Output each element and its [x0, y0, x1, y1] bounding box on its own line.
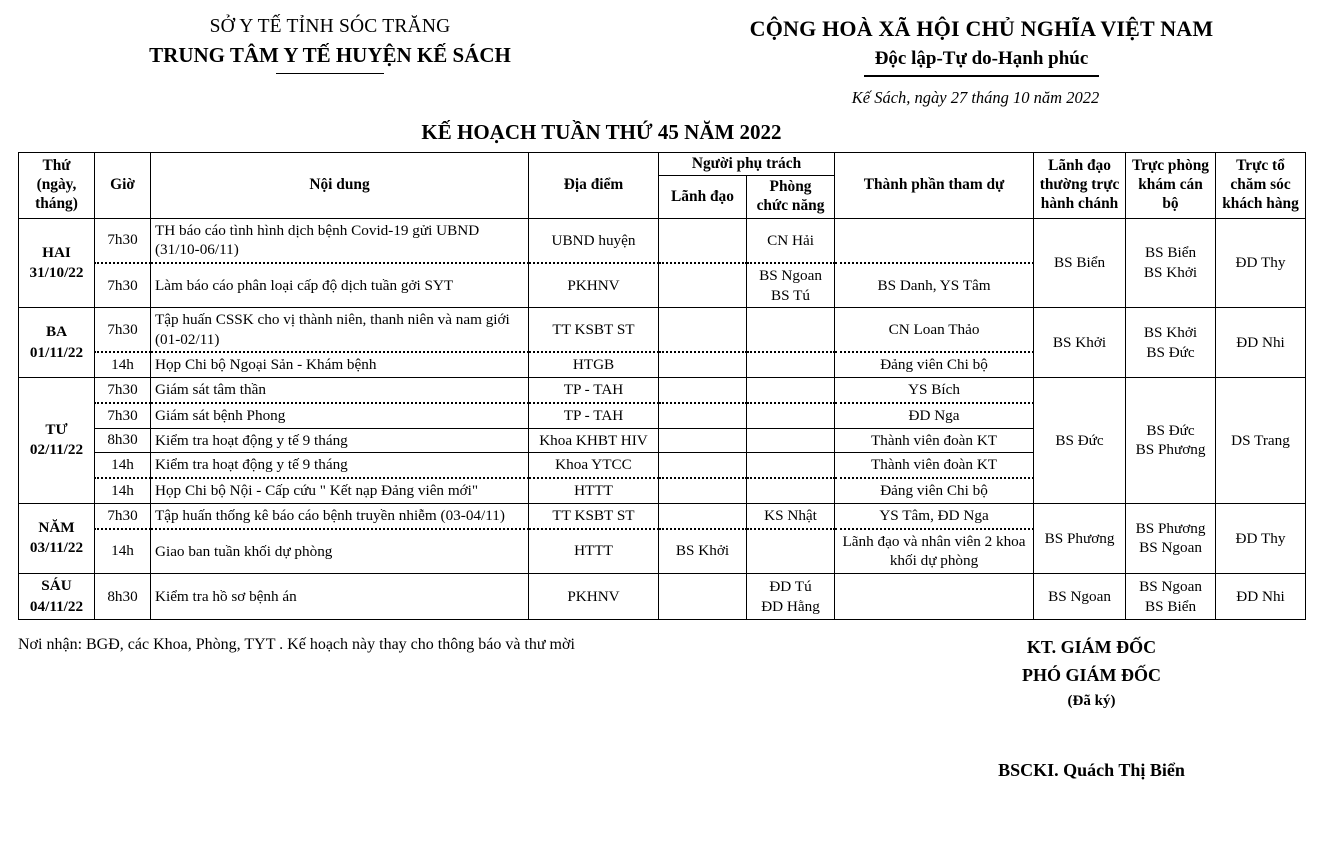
incharge-department-cell — [747, 453, 835, 478]
admin-duty-cell: BS Phương — [1034, 503, 1126, 573]
clinic-duty-cell — [1126, 574, 1216, 620]
col-header-clinic-line2: khám cán bộ — [1138, 175, 1203, 212]
incharge-leader-cell — [659, 503, 747, 528]
recipients-note: Nơi nhận: BGĐ, các Khoa, Phòng, TYT . Kế hoạch này thay cho thông báo và thư mời — [18, 636, 575, 654]
clinic-duty-line: BS Ngoan — [1139, 577, 1202, 595]
place-cell: TP - TAH — [529, 403, 659, 428]
issue-date: Kế Sách, ngày 27 tháng 10 năm 2022 — [851, 87, 1100, 107]
col-header-dept-line2: chức năng — [756, 197, 825, 215]
content-cell: Kiểm tra hoạt động y tế 9 tháng — [151, 453, 529, 478]
incharge-department-cell — [747, 403, 835, 428]
col-header-day — [19, 152, 95, 218]
incharge-leader-cell — [659, 428, 747, 453]
incharge-department-cell — [747, 529, 835, 574]
place-cell: TT KSBT ST — [529, 503, 659, 528]
day-cell — [19, 574, 95, 620]
document-header — [0, 0, 1323, 108]
table-row — [19, 574, 1306, 620]
day-cell — [19, 378, 95, 504]
place-cell: HTTT — [529, 478, 659, 503]
content-cell: Kiểm tra hoạt động y tế 9 tháng — [151, 428, 529, 453]
admin-duty-cell: BS Khởi — [1034, 308, 1126, 378]
attendees-cell: Lãnh đạo và nhân viên 2 khoa khối dự phòng — [835, 529, 1034, 574]
col-header-admin-duty-leader — [1034, 152, 1126, 218]
dept-line: BS Ngoan — [759, 266, 822, 284]
col-header-day-line1: Thứ — [42, 157, 71, 175]
time-cell: 7h30 — [95, 263, 151, 308]
place-cell: PKHNV — [529, 574, 659, 620]
attendees-cell: YS Bích — [835, 378, 1034, 403]
incharge-leader-cell — [659, 263, 747, 308]
col-header-care-line2: chăm sóc — [1230, 175, 1291, 193]
customer-care-duty-cell: DS Trang — [1216, 378, 1306, 504]
clinic-duty-line: BS Đức — [1146, 343, 1195, 361]
day-cell — [19, 503, 95, 573]
day-date: 04/11/22 — [29, 597, 84, 615]
attendees-cell: CN Loan Thảo — [835, 308, 1034, 352]
day-cell — [19, 219, 95, 308]
clinic-duty-cell — [1126, 308, 1216, 378]
signed-note: (Đã ký) — [1067, 692, 1116, 709]
col-header-day-line2: (ngày, — [36, 175, 77, 193]
attendees-cell: Thành viên đoàn KT — [835, 453, 1034, 478]
content-cell: Kiểm tra hồ sơ bệnh án — [151, 574, 529, 620]
customer-care-duty-cell: ĐD Nhi — [1216, 308, 1306, 378]
content-cell: Tập huấn thống kê báo cáo bệnh truyền nhiễm (03-04/11) — [151, 503, 529, 528]
col-header-incharge-leader: Lãnh đạo — [659, 176, 747, 219]
col-header-time: Giờ — [95, 152, 151, 218]
place-cell: UBND huyện — [529, 219, 659, 263]
place-cell: TT KSBT ST — [529, 308, 659, 352]
col-header-duty-line1: Lãnh đạo — [1048, 157, 1111, 175]
time-cell: 14h — [95, 453, 151, 478]
table-head — [19, 152, 1306, 218]
incharge-leader-cell: BS Khởi — [659, 529, 747, 574]
time-cell: 7h30 — [95, 219, 151, 263]
attendees-cell: Thành viên đoàn KT — [835, 428, 1034, 453]
table-row — [19, 308, 1306, 352]
table-row — [19, 503, 1306, 528]
col-header-incharge-department — [747, 176, 835, 219]
attendees-cell: YS Tâm, ĐD Nga — [835, 503, 1034, 528]
time-cell: 14h — [95, 478, 151, 503]
motto-underline-rule — [864, 75, 1099, 77]
clinic-duty-line: BS Khởi — [1143, 264, 1198, 282]
col-header-attendees: Thành phần tham dự — [835, 152, 1034, 218]
col-header-person-in-charge: Người phụ trách — [659, 152, 835, 176]
customer-care-duty-cell: ĐD Nhi — [1216, 574, 1306, 620]
time-cell: 8h30 — [95, 428, 151, 453]
national-heading — [640, 14, 1323, 108]
day-date: 03/11/22 — [29, 539, 84, 557]
header-row-1 — [19, 152, 1306, 176]
clinic-duty-line: BS Đức — [1146, 421, 1195, 439]
clinic-duty-line: BS Phương — [1135, 519, 1206, 537]
signer-name: BSCKI. Quách Thị Biển — [998, 760, 1185, 781]
incharge-department-cell — [747, 308, 835, 352]
admin-duty-cell: BS Ngoan — [1034, 574, 1126, 620]
weekly-schedule-table — [18, 152, 1306, 620]
country-name: CỘNG HOÀ XÃ HỘI CHỦ NGHĨA VIỆT NAM — [749, 16, 1214, 41]
incharge-leader-cell — [659, 403, 747, 428]
day-name: TƯ — [45, 420, 68, 438]
signer-title-deputy: PHÓ GIÁM ĐỐC — [1022, 665, 1161, 685]
schedule-table-wrapper — [0, 152, 1323, 620]
col-header-duty-line3: hành chánh — [1040, 194, 1119, 212]
time-cell: 14h — [95, 352, 151, 377]
incharge-leader-cell — [659, 478, 747, 503]
provincial-health-department: SỞ Y TẾ TỈNH SÓC TRĂNG — [209, 16, 451, 37]
day-name: NĂM — [38, 518, 75, 536]
col-header-clinic-line1: Trực phòng — [1132, 157, 1209, 175]
col-header-day-line3: tháng) — [35, 194, 78, 212]
incharge-department-cell — [747, 478, 835, 503]
attendees-cell: Đảng viên Chi bộ — [835, 478, 1034, 503]
day-name: BA — [45, 323, 68, 341]
attendees-cell: BS Danh, YS Tâm — [835, 263, 1034, 308]
content-cell: Làm báo cáo phân loại cấp độ dịch tuần gởi SYT — [151, 263, 529, 308]
day-date: 31/10/22 — [29, 264, 84, 282]
table-body — [19, 219, 1306, 620]
place-cell: HTGB — [529, 352, 659, 377]
incharge-department-cell — [747, 574, 835, 620]
signer-title-acting: KT. GIÁM ĐỐC — [1026, 637, 1157, 658]
col-header-customer-care-duty — [1216, 152, 1306, 218]
incharge-department-cell: KS Nhật — [747, 503, 835, 528]
attendees-cell — [835, 574, 1034, 620]
place-cell: TP - TAH — [529, 378, 659, 403]
incharge-leader-cell — [659, 352, 747, 377]
content-cell: Tập huấn CSSK cho vị thành niên, thanh niên và nam giới (01-02/11) — [151, 308, 529, 352]
admin-duty-cell: BS Biển — [1034, 219, 1126, 308]
attendees-cell: ĐD Nga — [835, 403, 1034, 428]
col-header-duty-line2: thường trực — [1039, 175, 1120, 193]
incharge-department-cell — [747, 352, 835, 377]
time-cell: 7h30 — [95, 308, 151, 352]
incharge-leader-cell — [659, 219, 747, 263]
time-cell: 14h — [95, 529, 151, 574]
day-name: HAI — [42, 243, 71, 261]
content-cell: TH báo cáo tình hình dịch bệnh Covid-19 gửi UBND (31/10-06/11) — [151, 219, 529, 263]
place-cell: HTTT — [529, 529, 659, 574]
clinic-duty-cell — [1126, 378, 1216, 504]
incharge-leader-cell — [659, 574, 747, 620]
place-cell: Khoa YTCC — [529, 453, 659, 478]
col-header-care-line1: Trực tổ — [1236, 157, 1285, 175]
issuing-organization — [0, 14, 640, 108]
col-header-place: Địa điểm — [529, 152, 659, 218]
dept-line: BS Tú — [771, 286, 810, 304]
incharge-department-cell — [747, 428, 835, 453]
time-cell: 7h30 — [95, 378, 151, 403]
day-date: 01/11/22 — [29, 343, 84, 361]
day-date: 02/11/22 — [29, 441, 84, 459]
national-motto: Độc lập-Tự do-Hạnh phúc — [874, 47, 1089, 69]
content-cell: Họp Chi bộ Nội - Cấp cứu " Kết nạp Đảng viên mới" — [151, 478, 529, 503]
clinic-duty-line: BS Phương — [1135, 441, 1206, 459]
incharge-department-cell: CN Hải — [747, 219, 835, 263]
district-medical-center: TRUNG TÂM Y TẾ HUYỆN KẾ SÁCH — [149, 43, 511, 68]
col-header-dept-line1: Phòng — [769, 178, 812, 196]
time-cell: 8h30 — [95, 574, 151, 620]
content-cell: Giao ban tuần khối dự phòng — [151, 529, 529, 574]
clinic-duty-line: BS Khởi — [1143, 324, 1198, 341]
col-header-staff-clinic-duty — [1126, 152, 1216, 218]
incharge-leader-cell — [659, 453, 747, 478]
clinic-duty-line: BS Biển — [1144, 244, 1197, 262]
customer-care-duty-cell: ĐD Thy — [1216, 219, 1306, 308]
incharge-department-cell — [747, 378, 835, 403]
col-header-content: Nội dung — [151, 152, 529, 218]
col-header-care-line3: khách hàng — [1222, 194, 1299, 212]
org-underline-rule — [276, 73, 384, 75]
page-title: KẾ HOẠCH TUẦN THỨ 45 NĂM 2022 — [421, 119, 782, 144]
day-cell — [19, 308, 95, 378]
table-row — [19, 378, 1306, 403]
content-cell: Họp Chi bộ Ngoại Sản - Khám bệnh — [151, 352, 529, 377]
place-cell: Khoa KHBT HIV — [529, 428, 659, 453]
day-name: SÁU — [41, 577, 72, 595]
table-row — [19, 219, 1306, 263]
attendees-cell: Đảng viên Chi bộ — [835, 352, 1034, 377]
place-cell: PKHNV — [529, 263, 659, 308]
incharge-department-cell — [747, 263, 835, 308]
admin-duty-cell: BS Đức — [1034, 378, 1126, 504]
content-cell: Giám sát bệnh Phong — [151, 403, 529, 428]
dept-line: ĐD Hằng — [761, 597, 820, 615]
clinic-duty-line: BS Biển — [1144, 597, 1197, 615]
customer-care-duty-cell: ĐD Thy — [1216, 503, 1306, 573]
time-cell: 7h30 — [95, 503, 151, 528]
document-footer — [0, 634, 1323, 781]
signature-block — [878, 634, 1305, 781]
content-cell: Giám sát tâm thần — [151, 378, 529, 403]
incharge-leader-cell — [659, 378, 747, 403]
clinic-duty-cell — [1126, 503, 1216, 573]
clinic-duty-line: BS Ngoan — [1139, 539, 1202, 557]
dept-line: ĐD Tú — [769, 577, 812, 595]
attendees-cell — [835, 219, 1034, 263]
time-cell: 7h30 — [95, 403, 151, 428]
clinic-duty-cell — [1126, 219, 1216, 308]
incharge-leader-cell — [659, 308, 747, 352]
